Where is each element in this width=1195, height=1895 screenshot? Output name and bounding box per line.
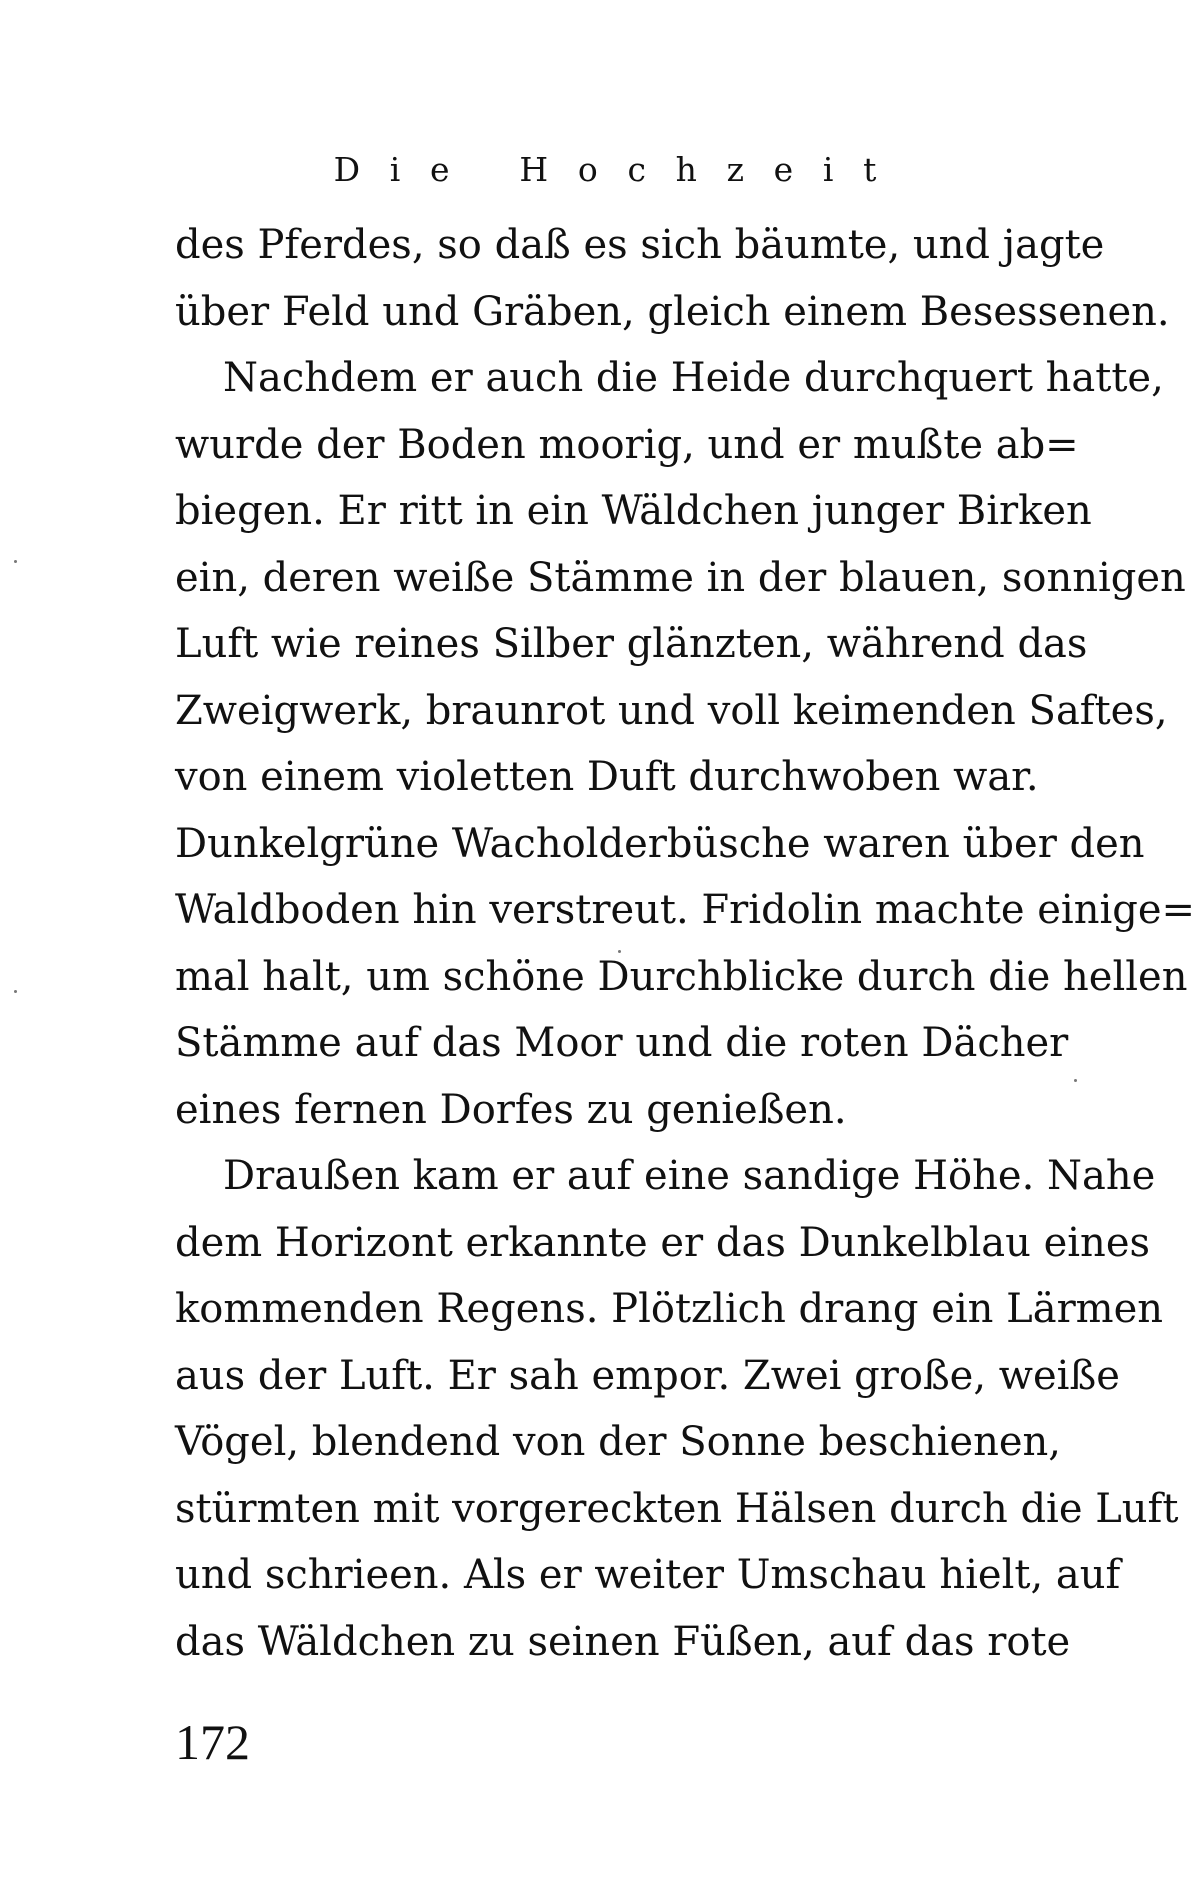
text-line: Stämme auf das Moor und die roten Dächer	[175, 1020, 1069, 1066]
paragraph-2	[175, 345, 1195, 1143]
text-line: des Pferdes, so daß es sich bäumte, und jagte	[175, 222, 1105, 268]
text-line: eines fernen Dorfes zu genießen.	[175, 1086, 847, 1133]
text-line: Waldboden hin verstreut. Fridolin machte einige=	[175, 887, 1195, 933]
text-line: ein, deren weiße Stämme in der blauen, sonnigen	[175, 554, 1186, 601]
text-line: und schrieen. Als er weiter Umschau hielt, auf	[175, 1552, 1121, 1598]
text-line: mal halt, um schöne Durchblicke durch die hellen	[175, 953, 1188, 1000]
text-line: wurde der Boden moorig, und er mußte ab=	[175, 421, 1079, 468]
scan-speck	[14, 560, 17, 563]
text-line: Vögel, blendend von der Sonne beschienen,	[175, 1419, 1061, 1465]
body-text	[175, 212, 1195, 1675]
text-line: aus der Luft. Er sah empor. Zwei große, weiße	[175, 1352, 1120, 1399]
text-line: kommenden Regens. Plötzlich drang ein Lärmen	[175, 1286, 1164, 1332]
text-line: dem Horizont erkannte er das Dunkelblau eines	[175, 1219, 1151, 1266]
paragraph-3	[175, 1143, 1179, 1675]
text-line: Nachdem er auch die Heide durchquert hatte,	[223, 355, 1164, 401]
text-line: von einem violetten Duft durchwoben war.	[175, 754, 1039, 800]
scan-speck	[14, 990, 17, 993]
scan-speck	[618, 950, 621, 953]
running-head: Die Hochzeit	[333, 150, 907, 189]
scan-speck	[1074, 1079, 1077, 1082]
paragraph-1	[175, 212, 1170, 345]
text-line: das Wäldchen zu seinen Füßen, auf das rote	[175, 1618, 1071, 1665]
text-line: Dunkelgrüne Wacholderbüsche waren über den	[175, 820, 1145, 867]
text-line: biegen. Er ritt in ein Wäldchen junger Birken	[175, 488, 1092, 534]
page-number: 172	[175, 1714, 250, 1770]
text-line: Zweigwerk, braunrot und voll keimenden Saftes,	[175, 687, 1168, 734]
text-line: über Feld und Gräben, gleich einem Besessenen.	[175, 288, 1170, 335]
text-line: stürmten mit vorgereckten Hälsen durch die Luft	[175, 1485, 1179, 1532]
text-line: Luft wie reines Silber glänzten, während das	[175, 621, 1088, 667]
text-line: Draußen kam er auf eine sandige Höhe. Nahe	[223, 1153, 1156, 1199]
